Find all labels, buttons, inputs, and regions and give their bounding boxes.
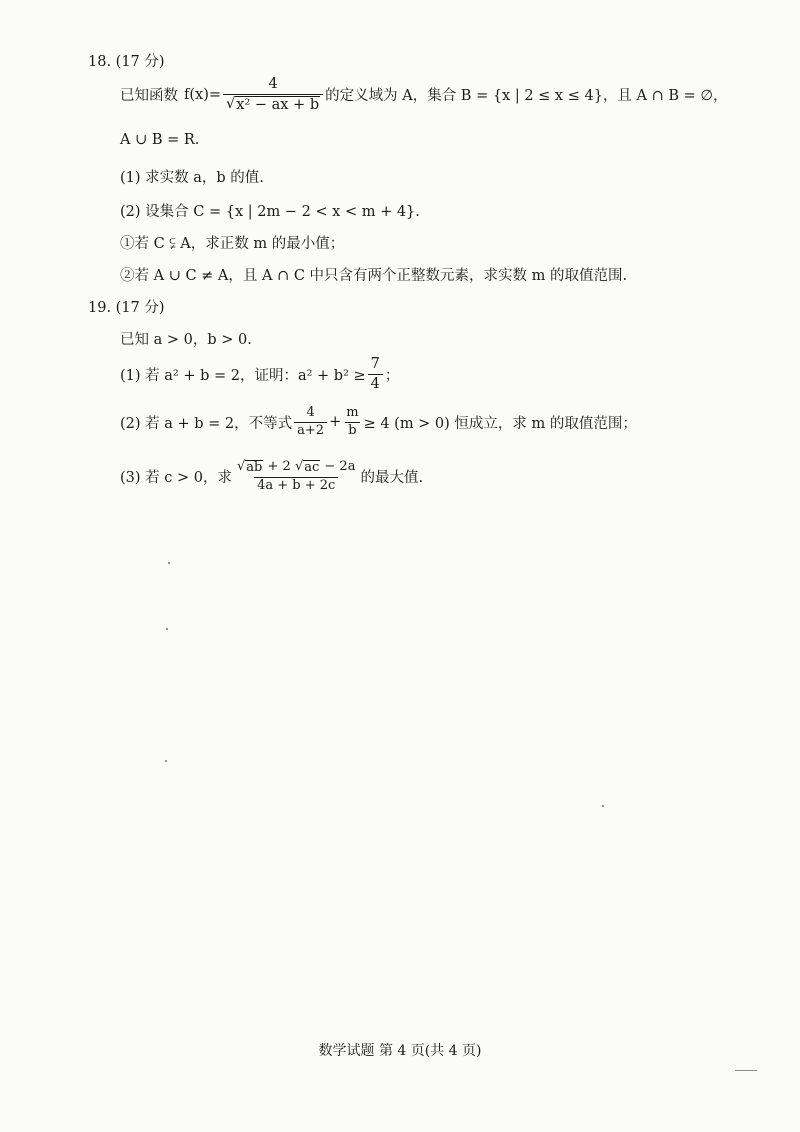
q18-intro-prefix: 已知函数 [120, 88, 178, 105]
sqrt-symbol: √ x² − ax + b [226, 95, 320, 113]
q18-f-denominator [223, 94, 323, 114]
q18-part1: (1) 求实数 a，b 的值. [120, 170, 264, 186]
q19-given: 已知 a > 0，b > 0. [120, 332, 252, 348]
q18-function-fraction [223, 76, 323, 113]
q18-f-lhs: f(x)= [184, 86, 222, 103]
q19-p1-fraction: $\frac{7}{4}$ [368, 356, 383, 392]
q19-p3-denominator: 4a + b + 2c [254, 477, 338, 494]
q19-p2-fraction-2: $\frac{m}{b}$ [346, 405, 359, 438]
q18-intro [120, 76, 728, 113]
page-footer: 数学试题 第 4 页(共 4 页) [318, 1043, 482, 1059]
q19-p3-numerator: √ ab + 2 √ ac − 2a [236, 459, 356, 475]
q18-part2: (2) 设集合 C = {x | 2m − 2 < x < m + 4}. [120, 204, 420, 220]
scan-speck [166, 628, 168, 630]
q19-part3: (3) 若 c > 0，求 √ ab + 2 √ ac − 2a 4a + b + 2c 的最大值. [120, 459, 424, 493]
q19-part1: (1) 若 a² + b = 2，证明：a² + b² ≥ $\frac{7}{4}$ ； [120, 356, 400, 392]
scan-speck [602, 805, 604, 807]
q19-p2-fraction-1: $\frac{4}{a+2}$ [294, 406, 327, 439]
sqrt-symbol: √ ab [236, 459, 263, 475]
q19-part2: (2) 若 a + b = 2，不等式 $\frac{4}{a+2}$ + $\frac{m}{b}$ ≥ 4 (m > 0) 恒成立，求 m 的取值范围； [120, 405, 637, 438]
q18-sub1: ①若 C ⫋ A，求正数 m 的最小值； [120, 236, 345, 252]
sqrt-symbol: √ ac [294, 459, 320, 475]
q18-sub2: ②若 A ∪ C ≠ A，且 A ∩ C 中只含有两个正整数元素，求实数 m 的取值范围. [120, 268, 628, 284]
q19-p3-fraction [234, 460, 358, 494]
scan-mark [735, 1070, 757, 1071]
q18-header: 18. (17 分) [88, 54, 165, 70]
q18-f-numerator: 4 [268, 76, 278, 92]
q19-header: 19. (17 分) [88, 300, 165, 316]
scan-speck [168, 562, 170, 564]
q18-union: A ∪ B = R. [120, 132, 200, 148]
scan-speck [165, 760, 167, 762]
q18-intro-suffix: 的定义域为 A，集合 B = {x | 2 ≤ x ≤ 4}，且 A ∩ B = ∅， [325, 88, 728, 105]
